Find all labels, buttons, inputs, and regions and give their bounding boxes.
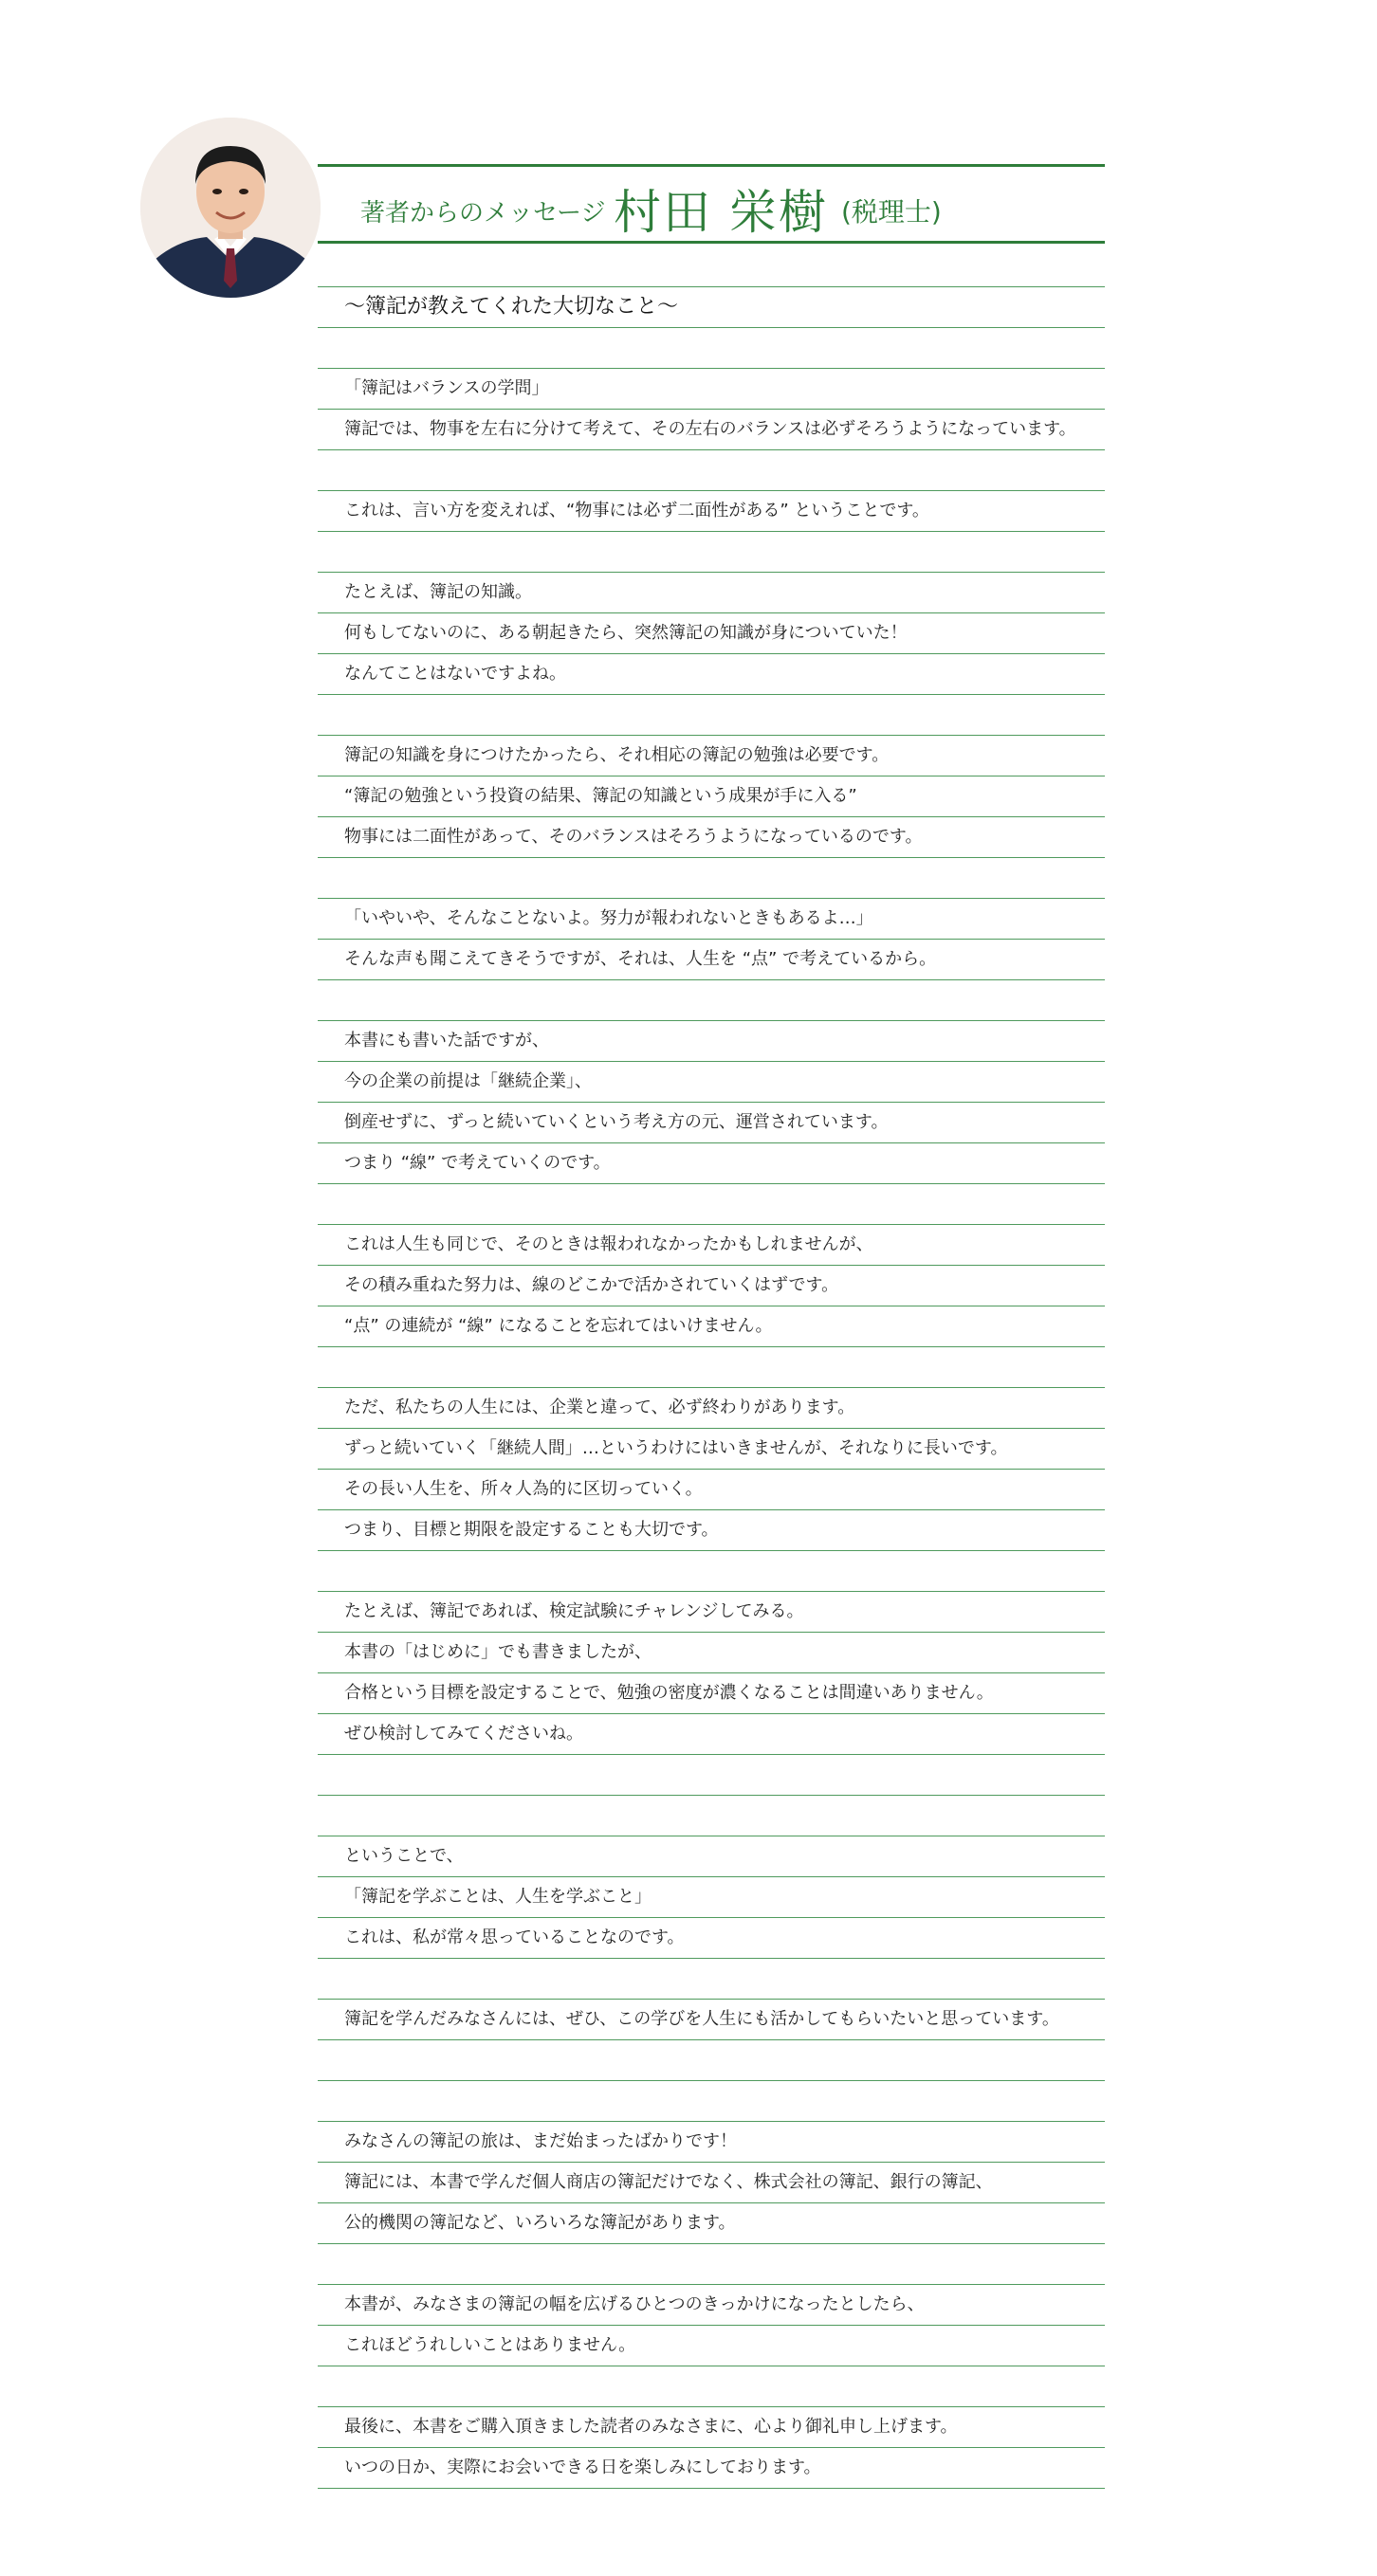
message-line: これは、言い方を変えれば、“物事には必ず二面性がある” ということです。: [318, 491, 1105, 532]
message-subtitle: ～簿記が教えてくれた大切なこと～: [318, 286, 1105, 328]
message-line: なんてことはないですよね。: [318, 654, 1105, 695]
message-line: [318, 1959, 1105, 2000]
message-line: 簿記では、物事を左右に分けて考えて、その左右のバランスは必ずそろうようになっています。: [318, 410, 1105, 450]
message-line: 本書の「はじめに」でも書きましたが、: [318, 1633, 1105, 1673]
message-line: 合格という目標を設定することで、勉強の密度が濃くなることは間違いありません。: [318, 1673, 1105, 1714]
message-line: 今の企業の前提は「継続企業」、: [318, 1062, 1105, 1103]
message-line: [318, 1796, 1105, 1836]
message-line: ぜひ検討してみてくださいね。: [318, 1714, 1105, 1755]
message-line: [318, 1347, 1105, 1388]
header-prefix: 著者からのメッセージ: [360, 199, 606, 228]
message-line: 何もしてないのに、ある朝起きたら、突然簿記の知識が身についていた！: [318, 613, 1105, 654]
author-photo: [140, 118, 321, 298]
message-line: [318, 532, 1105, 573]
message-line: ということで、: [318, 1836, 1105, 1877]
message-line: 「いやいや、そんなことないよ。努力が報われないときもあるよ…」: [318, 899, 1105, 940]
author-name: 村田 栄樹: [614, 185, 828, 240]
message-line: [318, 1184, 1105, 1225]
message-lines: [318, 286, 1105, 2489]
message-line: 本書にも書いた話ですが、: [318, 1021, 1105, 1062]
message-line: ただ、私たちの人生には、企業と違って、必ず終わりがあります。: [318, 1388, 1105, 1429]
message-line: 倒産せずに、ずっと続いていくという考え方の元、運営されています。: [318, 1103, 1105, 1143]
message-line: いつの日か、実際にお会いできる日を楽しみにしております。: [318, 2448, 1105, 2489]
message-line: [318, 2040, 1105, 2081]
message-line: たとえば、簿記であれば、検定試験にチャレンジしてみる。: [318, 1592, 1105, 1633]
message-line: [318, 980, 1105, 1021]
message-line: つまり、目標と期限を設定することも大切です。: [318, 1510, 1105, 1551]
message-line: 「簿記を学ぶことは、人生を学ぶこと」: [318, 1877, 1105, 1918]
message-line: みなさんの簿記の旅は、まだ始まったばかりです！: [318, 2122, 1105, 2163]
message-line: [318, 858, 1105, 899]
message-line: “簿記の勉強という投資の結果、簿記の知識という成果が手に入る”: [318, 776, 1105, 817]
message-line: これは、私が常々思っていることなのです。: [318, 1918, 1105, 1959]
message-header: [318, 164, 1105, 244]
message-line: そんな声も聞こえてきそうですが、それは、人生を “点” で考えているから。: [318, 940, 1105, 980]
message-line: [318, 2081, 1105, 2122]
message-line: 簿記には、本書で学んだ個人商店の簿記だけでなく、株式会社の簿記、銀行の簿記、: [318, 2163, 1105, 2203]
message-line: 簿記の知識を身につけたかったら、それ相応の簿記の勉強は必要です。: [318, 736, 1105, 776]
message-line: その積み重ねた努力は、線のどこかで活かされていくはずです。: [318, 1266, 1105, 1306]
author-title: (税理士): [841, 196, 942, 228]
message-line: つまり “線” で考えていくのです。: [318, 1143, 1105, 1184]
message-line: [318, 450, 1105, 491]
message-line: その長い人生を、所々人為的に区切っていく。: [318, 1470, 1105, 1510]
message-line: これほどうれしいことはありません。: [318, 2326, 1105, 2366]
message-line: [318, 328, 1105, 369]
message-line: 公的機関の簿記など、いろいろな簿記があります。: [318, 2203, 1105, 2244]
message-line: ずっと続いていく「継続人間」…というわけにはいきませんが、それなりに長いです。: [318, 1429, 1105, 1470]
message-line: 「簿記はバランスの学問」: [318, 369, 1105, 410]
message-line: これは人生も同じで、そのときは報われなかったかもしれませんが、: [318, 1225, 1105, 1266]
message-line: [318, 2244, 1105, 2285]
message-line: [318, 695, 1105, 736]
message-line: 本書が、みなさまの簿記の幅を広げるひとつのきっかけになったとしたら、: [318, 2285, 1105, 2326]
author-portrait-illustration: [140, 118, 321, 298]
message-line: “点” の連続が “線” になることを忘れてはいけません。: [318, 1306, 1105, 1347]
message-line: たとえば、簿記の知識。: [318, 573, 1105, 613]
message-line: 簿記を学んだみなさんには、ぜひ、この学びを人生にも活かしてもらいたいと思っています。: [318, 2000, 1105, 2040]
message-line: [318, 1551, 1105, 1592]
message-line: [318, 1755, 1105, 1796]
message-line: 最後に、本書をご購入頂きました読者のみなさまに、心より御礼申し上げます。: [318, 2407, 1105, 2448]
message-line: 物事には二面性があって、そのバランスはそろうようになっているのです。: [318, 817, 1105, 858]
message-line: [318, 2366, 1105, 2407]
